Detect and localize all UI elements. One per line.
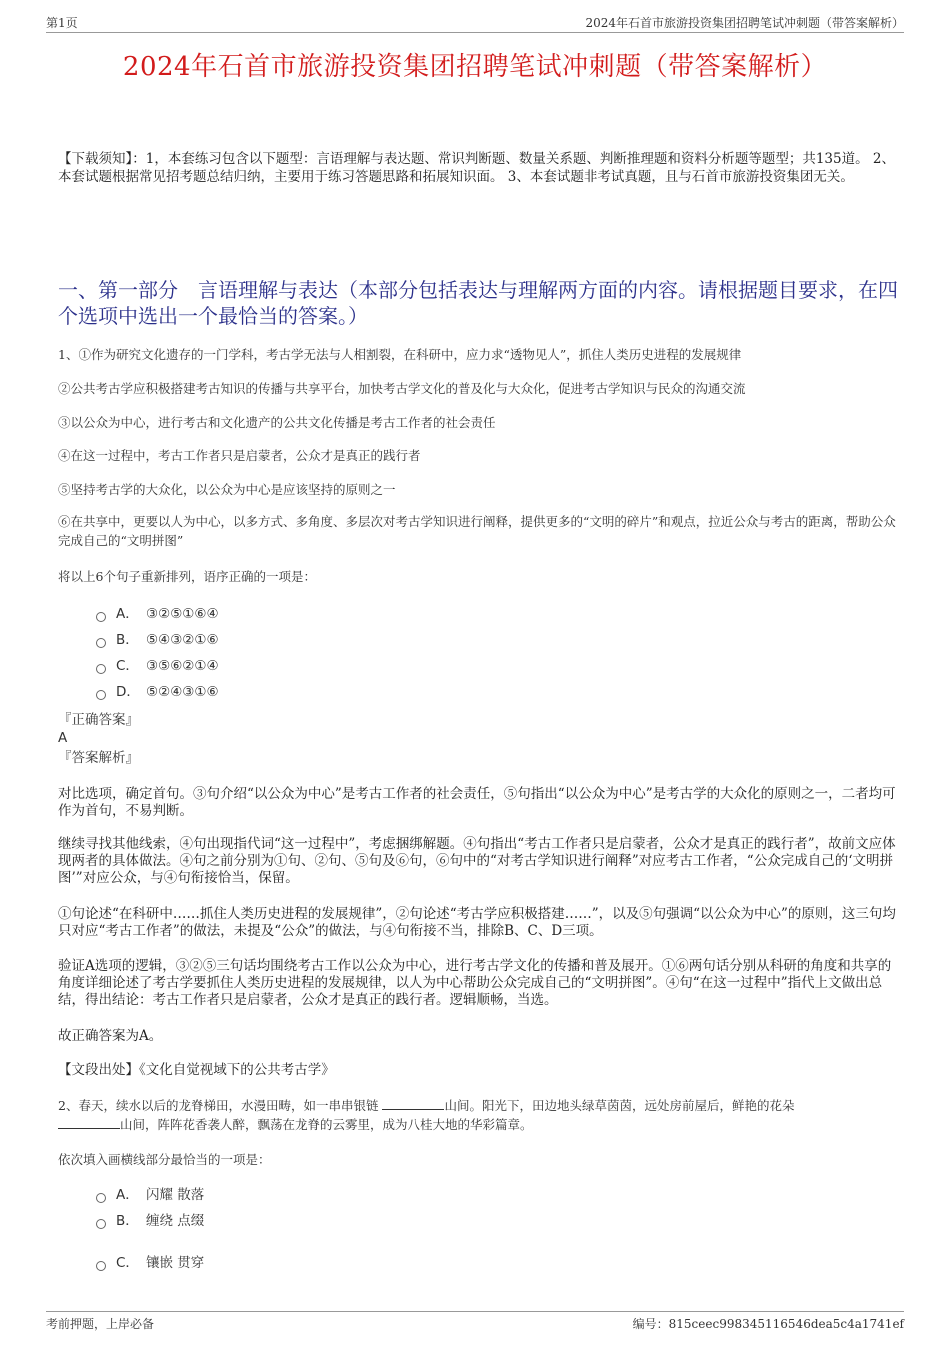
source-citation: 【文段出处】《文化自觉视域下的公共考古学》 (58, 1062, 335, 1078)
section-heading: 一、第一部分 言语理解与表达（本部分包括表达与理解两方面的内容。请根据题目要求，在四个选项中选出一个最恰当的答案。） (58, 278, 898, 328)
radio-icon[interactable] (96, 1261, 106, 1271)
analysis-paragraph-3: ①句论述“在科研中……抓住人类历史进程的发展规律”，②句论述“考古学应积极搭建……”，以及⑤句强调“以公众为中心”的原则，这三句均只对应“考古工作者”的做法，未提及“公众”的做法，与④句衔接不当，排除B、C、D三项。 (58, 906, 896, 939)
q2-option-a[interactable]: A． 闪耀 散落 (96, 1186, 204, 1204)
analysis-paragraph-2: 继续寻找其他线索，④句出现指代词“这一过程中”，考虑捆绑解题。④句指出“考古工作者只是启蒙者，公众才是真正的践行者”，故前文应体现两者的具体做法。④句之前分别为①句、②句、⑤句及⑥句，⑥句中的“对考古学知识进行阐释”对应考古工作者，“公众完成自己的‘文明拼图’”对应公众，与④句衔接恰当，保留。 (58, 836, 896, 886)
footer-serial: 编号：815ceec998345116546dea5c4a1741ef (632, 1317, 904, 1331)
q1-sentence-1: 1、①作为研究文化遗存的一门学科，考古学无法与人相割裂，在科研中，应力求“透物见人”，抓住人类历史进程的发展规律 (58, 347, 742, 362)
header-doc-title: 2024年石首市旅游投资集团招聘笔试冲刺题（带答案解析） (585, 16, 904, 30)
radio-icon[interactable] (96, 690, 106, 700)
footer-slogan: 考前押题，上岸必备 (46, 1317, 155, 1331)
q1-sentence-5: ⑤坚持考古学的大众化，以公众为中心是应该坚持的原则之一 (58, 482, 396, 497)
fill-blank-2[interactable] (58, 1116, 120, 1129)
document-title: 2024年石首市旅游投资集团招聘笔试冲刺题（带答案解析） (122, 52, 828, 82)
analysis-label: 『答案解析』 (58, 750, 139, 766)
q1-sentence-4: ④在这一过程中，考古工作者只是启蒙者，公众才是真正的践行者 (58, 448, 421, 463)
q1-option-d[interactable]: D． ⑤②④③①⑥ (96, 683, 219, 701)
analysis-conclusion: 故正确答案为A。 (58, 1028, 163, 1044)
q2-prompt: 依次填入画横线部分最恰当的一项是： (58, 1152, 271, 1167)
fill-blank-1[interactable] (382, 1097, 444, 1110)
q1-option-b[interactable]: B． ⑤④③②①⑥ (96, 631, 219, 649)
q2-option-c[interactable]: C． 镶嵌 贯穿 (96, 1254, 204, 1272)
page-number: 第1页 (46, 16, 78, 30)
page-footer (46, 1311, 904, 1332)
q1-prompt: 将以上6个句子重新排列，语序正确的一项是： (58, 569, 316, 584)
q2-option-b[interactable]: B． 缠绕 点缀 (96, 1212, 204, 1230)
radio-icon[interactable] (96, 638, 106, 648)
analysis-paragraph-1: 对比选项，确定首句。③句介绍“以公众为中心”是考古工作者的社会责任，⑤句指出“以公众为中心”是考古学的大众化的原则之一，二者均可作为首句，不易判断。 (58, 786, 896, 819)
analysis-paragraph-4: 验证A选项的逻辑，③②⑤三句话均围绕考古工作以公众为中心，进行考古学文化的传播和普及展开。①⑥两句话分别从科研的角度和共享的角度详细论述了考古学要抓住人类历史进程的发展规律，以人为中心帮助公众完成自己的“文明拼图”。④句“在这一过程中”指代上文做出总结，得出结论：考古工作者只是启蒙者，公众才是真正的践行者。逻辑顺畅，当选。 (58, 958, 892, 1008)
q1-sentence-6: ⑥在共享中，更要以人为中心，以多方式、多角度、多层次对考古学知识进行阐释，提供更多的“文明的碎片”和观点，拉近公众与考古的距离，帮助公众完成自己的“文明拼图” (58, 514, 896, 548)
q1-option-c[interactable]: C． ③⑤⑥②①④ (96, 657, 219, 675)
answer-label: 『正确答案』 (58, 712, 139, 728)
radio-icon[interactable] (96, 1193, 106, 1203)
q1-sentence-3: ③以公众为中心，进行考古和文化遗产的公共文化传播是考古工作者的社会责任 (58, 415, 496, 430)
answer-value: A (58, 730, 68, 746)
q1-sentence-2: ②公共考古学应积极搭建考古知识的传播与共享平台，加快考古学文化的普及化与大众化，促进考古学知识与民众的沟通交流 (58, 381, 746, 396)
radio-icon[interactable] (96, 664, 106, 674)
q2-stem: 2、春天，续水以后的龙脊梯田，水漫田畴，如一串串银链 山间。阳光下，田边地头绿草茵茵，远处房前屋后，鲜艳的花朵 山间，阵阵花香袭人醉，飘荡在龙脊的云雾里，成为八桂大地的华彩篇章。 (58, 1098, 795, 1132)
radio-icon[interactable] (96, 612, 106, 622)
radio-icon[interactable] (96, 1219, 106, 1229)
download-notice: 【下载须知】：1，本套练习包含以下题型：言语理解与表达题、常识判断题、数量关系题、判断推理题和资料分析题等题型；共135道。 2、本套试题根据常见招考题总结归纳，主要用于练习答题思路和拓展知识面。 3、本套试题非考试真题，且与石首市旅游投资集团无关。 (58, 151, 895, 185)
q1-option-a[interactable]: A． ③②⑤①⑥④ (96, 605, 219, 623)
page-header (46, 14, 904, 33)
